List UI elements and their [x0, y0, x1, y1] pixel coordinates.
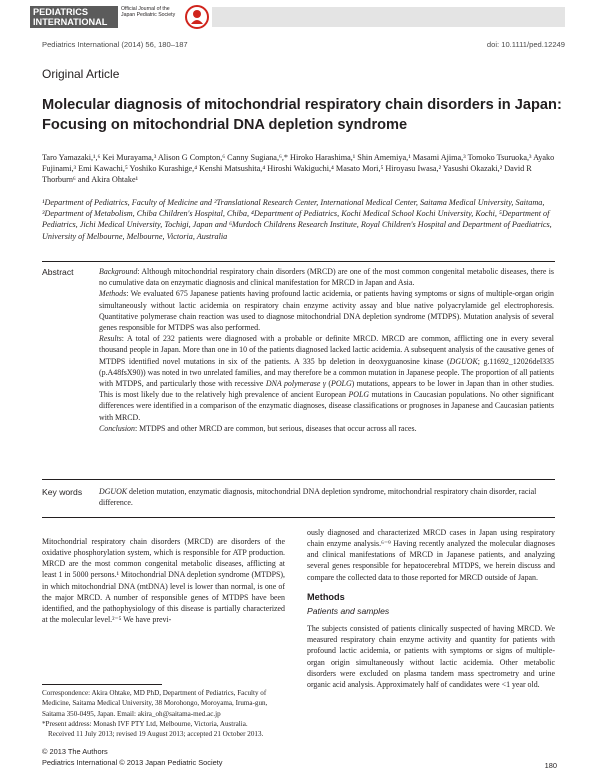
- background-heading: Background: [99, 267, 138, 276]
- patients-subheading: Patients and samples: [307, 605, 390, 616]
- author-list: Taro Yamazaki,¹,⁶ Kei Murayama,³ Alison G Compton,⁶ Canny Sugiana,⁶,* Hiroko Harashima,¹ Shin Amemiya,¹ Masami Ajima,³ Tomoko Tsuruoka,³ Ayako Fujinami,³ Emi Kawachi,⁵ Yoshiko Kurashige,⁴ Kenshi Matsushita,⁴ Hiroshi Wakiguchi,⁴ Masato Mori,⁵ Hiroyasu Iwasa,² Yasushi Okazaki,² David R Thorburn⁶ and Akira Ohtake¹: [42, 153, 555, 185]
- copyright: [42, 746, 222, 768]
- results-text-4: ) mutations, appears to be lower in Japan than in other studies. This is most likely due to the relatively high prevalence of ancient European: [99, 379, 554, 400]
- conclusion-heading: Conclusion: [99, 423, 135, 433]
- official-journal-note: Official Journal of the Japan Pediatric Society: [121, 6, 176, 18]
- conclusion-text: : MTDPS and other MRCD are common, but serious, diseases that occur across all races.: [134, 423, 417, 433]
- results-text-3: (: [325, 379, 332, 389]
- footnote-rule: [42, 684, 162, 685]
- background-text: : Although mitochondrial respiratory chain disorders (MRCD) are one of the most common congenital metabolic diseases, there is no cumulative data on enzymatic diagnosis and clinical manifestation for MRCD in Japan and Asia.: [99, 267, 554, 288]
- keywords-top-rule: [42, 479, 555, 480]
- keywords-label: Key words: [42, 487, 83, 497]
- intro-paragraph: Mitochondrial respiratory chain disorders (MRCD) are disorders of the oxidative phosphorylation system, which is responsible for ATP production. MRCD are the most common congenital metabolic diseases, afflicting at least 1 in 5000 persons.¹ Mitochondrial DNA depletion syndrome (MTDPS), in which mitochondrial DNA (mtDNA) level is lower than normal, is one of the major MRCD. A number of responsible genes of MTDPS have been identified, and the pathophysiology of this disease is partially characterized at the molecular level.²⁻⁵ We have previ-: [42, 537, 285, 625]
- present-address: *Present address: Monash IVF PTY Ltd, Melbourne, Victoria, Australia.: [42, 719, 248, 728]
- doi[interactable]: doi: 10.1111/ped.12249: [486, 40, 565, 49]
- received-dates: Received 11 July 2013; revised 19 August 2013; accepted 21 October 2013.: [48, 730, 264, 739]
- header-band: [212, 7, 565, 27]
- abstract-label: Abstract: [42, 267, 74, 277]
- society-emblem-icon: [184, 4, 210, 30]
- footnotes: [42, 688, 285, 739]
- abstract-conclusion: [99, 423, 554, 434]
- abstract-body: [99, 266, 554, 434]
- gene-dguok: DGUOK: [449, 356, 478, 366]
- journal-logo: [30, 6, 118, 28]
- results-heading: Results: [99, 334, 122, 344]
- article-title: Molecular diagnosis of mitochondrial respiratory chain disorders in Japan: Focusing on mitochondrial DNA depletion syndrome: [42, 97, 562, 133]
- correspondence: Correspondence: Akira Ohtake, MD PhD, Department of Pediatrics, Faculty of Medicine, Saitama Medical University, 38 Morohongo, Moroyama, Iruma-gun, Saitama 350-0495, Japan. Email: akira_oh@saitama-med.ac.jp: [42, 689, 268, 718]
- keywords-body: [99, 486, 554, 508]
- abstract-top-rule: [42, 261, 555, 262]
- logo-line2: INTERNATIONAL: [33, 17, 108, 27]
- gene-polg: POLG: [331, 379, 352, 389]
- abstract-background: [99, 266, 554, 288]
- article-type: Original Article: [42, 67, 120, 81]
- logo-line1: PEDIATRICS: [33, 7, 88, 17]
- results-text-5: mutations in Caucasian populations. No other significant differences were identified in a comparison of the enzymatic diagnoses, disease classifications or prognoses in Japanese and Caucasian patients with MRCD.: [99, 390, 554, 422]
- page-number: 180: [544, 761, 557, 770]
- gene-dna-polymerase: DNA polymerase γ: [265, 379, 326, 389]
- keyword-gene: DGUOK: [99, 487, 128, 496]
- journal-citation: Pediatrics International (2014) 56, 180–187: [42, 40, 188, 49]
- keywords-text: deletion mutation, enzymatic diagnosis, mitochondrial DNA depletion syndrome, mitochondrial respiratory chain disorder, racial difference.: [99, 487, 537, 508]
- copyright-line1: © 2013 The Authors: [42, 747, 108, 756]
- left-column: [42, 536, 285, 625]
- methods-heading: Methods: [99, 289, 127, 299]
- abstract-methods: [99, 288, 554, 333]
- patients-paragraph: The subjects consisted of patients clinically suspected of having MRCD. We measured respiratory chain enzyme activity and quantity for patients with profound lactic acidemia, or patients with symptoms or signs of multiple-organ origin simultaneously without lactic acidemia. Other metabolic disorders were excluded on plasma tandem mass spectrometry and urine organic acid analysis. Approximately half of candidates were <1 year old.: [307, 624, 555, 689]
- intro-continued: ously diagnosed and characterized MRCD cases in Japan using respiratory chain enzyme analysis.⁶⁻⁹ Having recently analyzed the molecular diagnoses and clinical manifestations of MRCD in Japanese patients, and analyzing several genes responsible for hepatocerebral MTDPS, we herein discuss and compare the collected data to those reported for MRCD outside of Japan.: [307, 528, 555, 582]
- abstract-results: [99, 333, 554, 423]
- results-text-1: : A total of 232 patients were diagnosed with a probable or definite MRCD. MRCD are common, afflicting one in every several thousand people in Japan. More than one in 10 of the patients diagnosed lacked lactic acidemia. A subsequent analysis of the causative genes of MTDPS identified novel mutations in six of the patients. A 335 bp deletion in deoxyguanosine kinase (: [99, 334, 554, 366]
- affiliations: ¹Department of Pediatrics, Faculty of Medicine and ²Translational Research Center, International Medical Center, Saitama Medical University, Saitama, ³Department of Metabolism, Chiba Children's Hospital, Chiba, ⁴Department of Pediatrics, Kochi Medical School Kochi University, Kochi, ⁵Department of Pediatrics, Jichi Medical University, Tochigi, Japan and ⁶Murdoch Childrens Research Institute, Royal Children's Hospital and Department of Paediatrics, University of Melbourne, Melbourne, Victoria, Australia: [42, 198, 552, 241]
- right-column: [307, 527, 555, 690]
- gene-polg-2: POLG: [348, 390, 370, 400]
- methods-section-heading: Methods: [307, 591, 345, 602]
- copyright-line2: Pediatrics International © 2013 Japan Pediatric Society: [42, 758, 223, 767]
- results-text-2: ; g.11692_12026del335 (p.A48fsX90)) was noted in two unrelated families, and may therefore be a common mutation in Japanese people. The proportion of all patients with MTDPS, and particularly those with recessive: [99, 356, 555, 389]
- methods-text: : We evaluated 675 Japanese patients having profound lactic acidemia, or patients having symptoms or signs of multiple-organ origin simultaneously without lactic acidemia on respiratory chain enzyme activity assay and blue native polyacrylamide gel electrophoresis. Quantitative polymerase chain reaction was used to diagnose mitochondrial DNA depletion syndrome (MTDPS). Mutation analysis of several genes responsible for MTDPS was also performed.: [99, 289, 554, 333]
- body-top-rule: [42, 517, 555, 518]
